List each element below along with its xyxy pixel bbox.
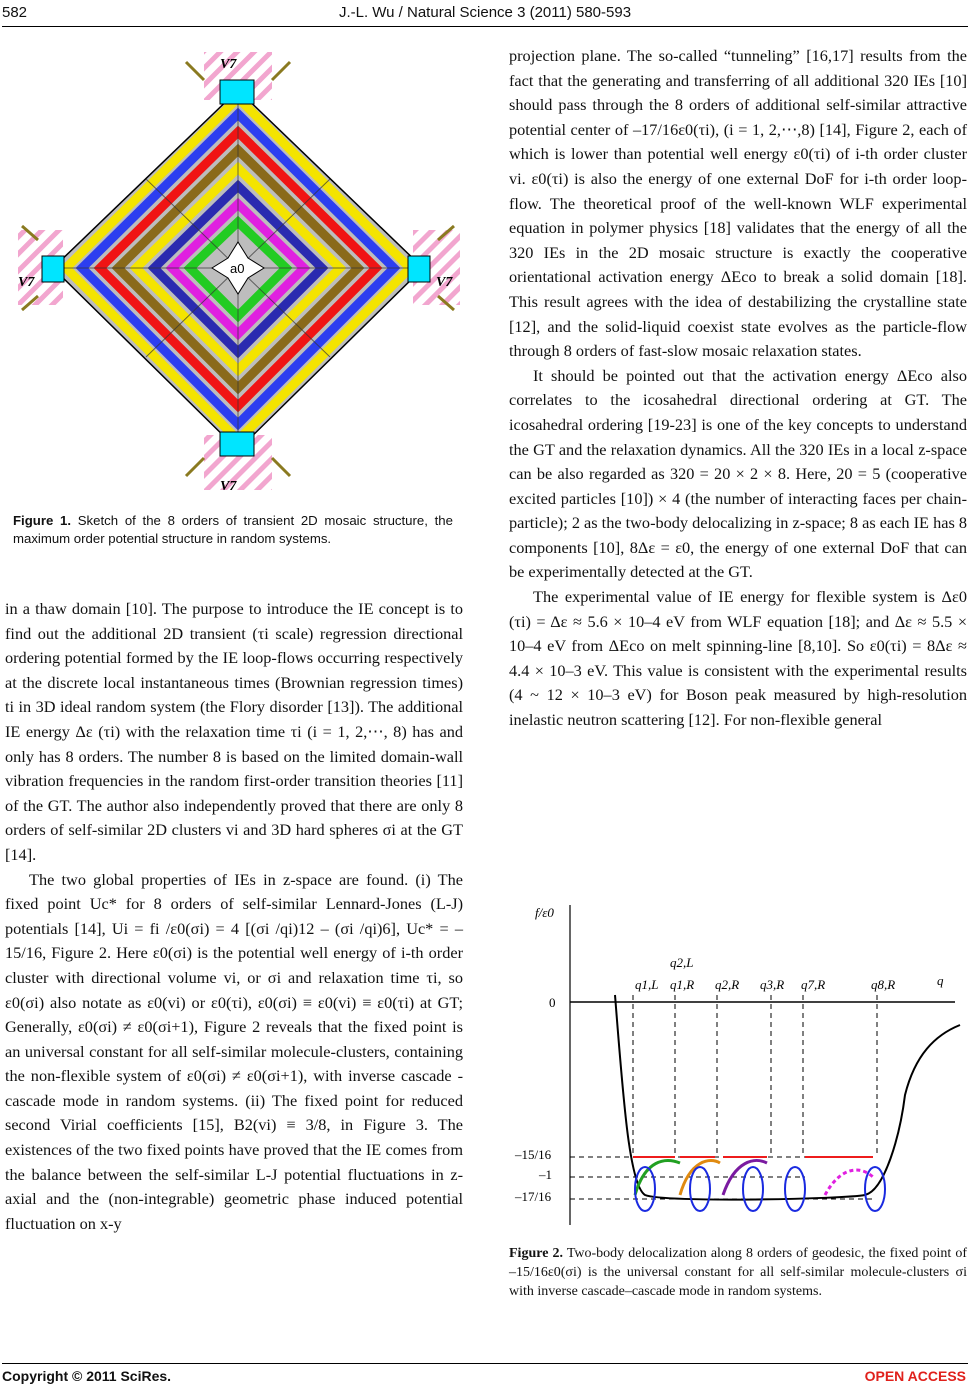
figure-2-caption-label: Figure 2. [509,1246,563,1261]
footer-copyright: Copyright © 2011 SciRes. [2,1368,172,1384]
label-v7-bottom: V7 [220,479,237,494]
left-column [5,597,463,1236]
right-paragraph-2: It should be pointed out that the activation energy ΔEco also correlates to the icosahedral directional ordering at GT. The icosahedral ordering [19-23] is one of the key concepts to understand the GT and the relaxation dynamics. All the 320 IEs in a local z-space can be also regarded as 320 = 20 × 2 × 8. Here, 20 = 5 (cooperative excited particles [10]) × 4 (the number of interacting faces per chain-particle); 2 as the two-body delocalizing in z-space; 8 as each IE has 8 components [10], 8Δε = ε0, the energy of one external DoF that can be experimentally detected at the GT. [509,365,967,582]
q-label-7: q8,R [871,977,896,992]
running-title: J.-L. Wu / Natural Science 3 (2011) 580-593 [338,4,632,21]
q-label-5: q3,R [760,977,785,992]
q-label-6: q7,R [801,977,826,992]
right-paragraph-3: The experimental value of IE energy for flexible system is Δε0 (τi) = Δε ≈ 5.6 × 10–4 eV from WLF equation [18]; and Δε ≈ 5.5 × 10–4 eV from ΔEco on melt spinning-line [8,10]. So ε0(τi) = 8Δε ≈ 4.4 × 10–3 eV. This value is consistent with the experimental results (4 ~ 12 × 10–3 eV) for Boson peak measured by high-resolution inelastic neutron scattering [12]. For non-flexible general [509,587,967,730]
y-tick-label-1: –15/16 [515,1147,552,1162]
footer-rule [2,1363,968,1364]
figure-2-caption [509,1244,967,1301]
label-a0: a0 [230,261,245,276]
figure-2-potential-plot [505,895,967,1240]
header-rule [2,26,968,27]
q-label-4: q2,R [715,977,740,992]
y-tick-label-3: –17/16 [515,1189,552,1204]
q-label-1: q1,L [635,977,659,992]
y-axis-label: f/ε0 [535,905,554,920]
left-paragraph-1: in a thaw domain [10]. The purpose to introduce the IE concept is to find out the additional 2D transient (τi scale) regression directional ordering potential formed by the IE loop-flows occurring respectively at the discrete local instantaneous times (Brownian regression times) ti in 3D ideal random system (the Flory disorder [13]). The additional IE energy Δε (τi) with the relaxation time τi (i = 1, 2,⋯, 8) has and only has 8 orders. The number 8 is based on the limited domain-wall vibration frequencies in the random first-order transition theories [11] of the GT. The author also independently proved that there are only 8 orders of self-similar 2D clusters vi and 3D hard spheres σi at the GT [14]. [5,599,463,864]
right-paragraph-1: projection plane. The so-called “tunneling” [16,17] results from the fact that the generating and transferring of all additional 320 IEs [10] should pass through the 8 orders of additional self-similar attractive potential center of –17/16ε0(τi), (i = 1, 2,⋯,8) [14], Figure 2, each of which is lower than potential well energy ε0(τi) of i-th order cluster vi. ε0(τi) is also the energy of one external DoF for i-th order loop-flow. The theoretical proof of the well-known WLF experimental equation in polymer physics [18] validates that the energy of all the 320 IEs in the 2D mosaic structure is exactly the cooperative orientational activation energy ΔEco to break a solid domain [18]. This result agrees with the idea of destabilizing the crystalline state [12], and the solid-liquid coexist state evolves as the particle-flow through 8 orders of fast-slow mosaic relaxation states. [509,46,967,361]
right-column [509,44,967,733]
zero-label: 0 [549,995,556,1010]
footer-open-access: OPEN ACCESS [864,1368,966,1384]
q-label-2: q2,L [670,955,694,970]
figure-1-caption-text: Sketch of the 8 orders of transient 2D mosaic structure, the maximum order potential structure in random systems. [13,513,453,546]
figure-1-caption [13,512,453,548]
q-label-3: q1,R [670,977,695,992]
figure-2-caption-text: Two-body delocalization along 8 orders of geodesic, the fixed point of –15/16ε0(σi) is the universal constant for all self-similar molecule-clusters σi with inverse cascade–cascade mode in random systems. [509,1246,967,1299]
figure-1-caption-label: Figure 1. [13,513,72,528]
x-axis-label: q [937,973,944,988]
page-number: 582 [2,4,28,21]
left-paragraph-2: The two global properties of IEs in z-space are found. (i) The fixed point Uc* for 8 orders of self-similar Lennard-Jones (L-J) potentials [14], Ui = fi /ε0(σi) = 4 [(σi /qi)12 – (σi /qi)6], Uc* = –15/16, Figure 2. Here ε0(σi) is the potential well energy of i-th order cluster with directional volume vi, or σi and relaxation time τi, so ε0(σi) also notate as ε0(vi) or ε0(τi), ε0(σi) ≡ ε0(vi) ≡ ε0(τi) at GT; Generally, ε0(σi) ≠ ε0(σi+1), Figure 2 reveals that the fixed point is an universal constant for all self-similar molecule-clusters, containing the non-flexible system of ε0(σi) ≠ ε0(σi+1), with inverse cascade - cascade mode in random systems. (ii) The fixed point for reduced second Virial coefficients [15], B2(vi) ≡ 3/8, in Figure 3. The existences of the two fixed points have proved that the IE comes from the balance between the self-similar L-J potential fluctuations in z-axial and the (non-integrable) geometric phase induced potential fluctuation on x-y [5,869,463,1233]
label-v7-right: V7 [436,275,453,290]
running-header [0,4,970,26]
figure-1-mosaic [8,40,468,495]
label-v7-top: V7 [220,57,237,72]
y-tick-label-2: –1 [539,1167,552,1182]
label-v7-left: V7 [18,275,35,290]
